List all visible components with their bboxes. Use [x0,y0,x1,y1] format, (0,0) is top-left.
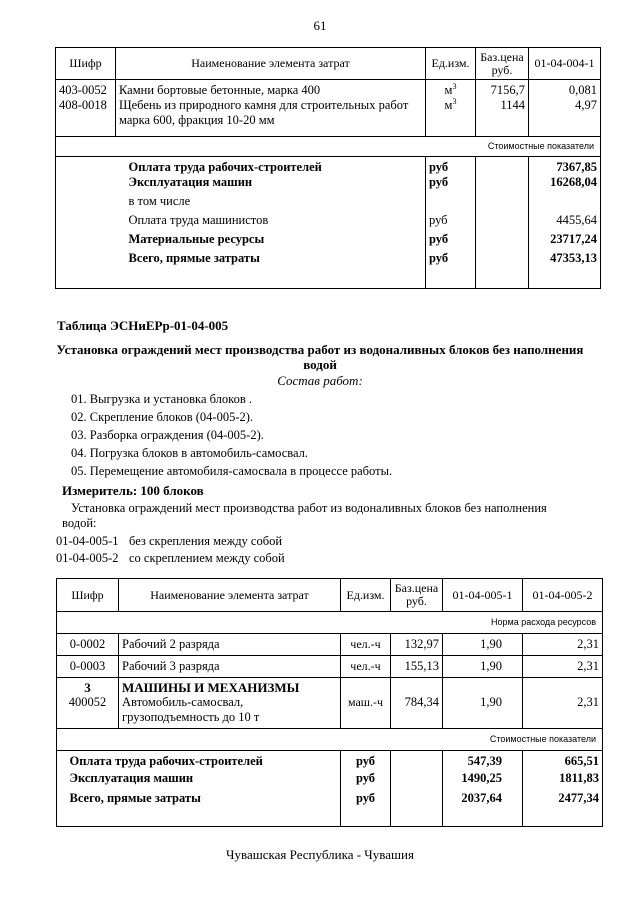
section-label-row [56,136,601,156]
cost-unit: руб [426,232,476,251]
row-unit: чел.-ч [341,634,391,656]
header-column-1: 01-04-005-1 [443,579,523,612]
section-label-row [57,729,603,751]
cost-name: Всего, прямые затраты [128,251,260,265]
header-column-2: 01-04-005-2 [523,579,603,612]
table-row [57,695,603,729]
cost-unit: руб [426,213,476,232]
cost-value-2: 1811,83 [523,771,603,791]
section-label: Стоимостные показатели [56,136,601,156]
header-unit: Ед.изм. [426,48,476,80]
row-value: 4,97 [529,98,601,128]
header-name: Наименование элемента затрат [119,579,341,612]
row-price: 1144 [476,98,529,128]
row-price: 132,97 [391,634,443,656]
row-price: 155,13 [391,656,443,678]
section-row [57,678,603,696]
cost-value: 23717,24 [529,232,601,251]
row-value-1: 1,90 [443,695,523,729]
cost-value-1: 547,39 [443,751,523,771]
cost-name: Всего, прямые затраты [69,790,201,805]
variant-code: 01-04-005-2 [56,551,119,565]
cost-row [56,175,601,194]
cost-row [56,251,601,270]
footer: Чувашская Республика - Чувашия [226,847,414,862]
row-value: 0,081 [529,80,601,99]
row-value-1: 1,90 [443,656,523,678]
row-unit: маш.-ч [341,695,391,729]
row-name: Камни бортовые бетонные, марка 400 [116,80,426,99]
row-price: 784,34 [391,695,443,729]
cost-row [56,213,601,232]
row-unit: $м^3$ [426,80,476,99]
cost-name: Эксплуатация машин [128,175,253,189]
cost-name: Оплата труда рабочих-строителей [128,159,322,174]
description-line-2: водой: [62,516,97,530]
row-code: 400052 [57,695,119,729]
cost-name: Оплата труда машинистов [128,213,269,227]
cost-row [56,156,601,175]
description-line-1: Установка ограждений мест производства работ из водоналивных блоков без наполнения [71,501,547,515]
row-name: Рабочий 2 разряда [119,634,341,656]
table-row [57,656,603,678]
cost-name: в том числе [128,194,191,208]
header-price: Баз.цена руб. [476,48,529,80]
table-row [56,98,601,128]
cost-value: 4455,64 [529,213,601,232]
cost-row [57,751,603,771]
resource-table-2 [56,578,603,827]
header-unit: Ед.изм. [341,579,391,612]
cost-value-1: 2037,64 [443,791,523,811]
variant-code: 01-04-005-1 [56,534,119,548]
row-name: Щебень из природного камня для строительных работ марка 600, фракция 10-20 мм [116,98,426,128]
cost-row [56,194,601,213]
variant-text: без скрепления между собой [129,534,283,548]
norm-label-row [57,612,603,634]
resource-table-1 [55,47,601,289]
heading-line-2: водой [303,357,337,372]
cost-value-2: 2477,34 [523,791,603,811]
section-name: МАШИНЫ И МЕХАНИЗМЫ [119,678,341,696]
cost-name: Оплата труда рабочих-строителей [69,754,263,768]
cost-value: 47353,13 [529,251,601,270]
row-value-1: 1,90 [443,634,523,656]
header-price: Баз.цена руб. [391,579,443,612]
cost-name: Эксплуатация машин [69,770,194,785]
table-header-row [57,579,603,612]
header-code: Шифр [56,48,116,80]
row-price: 7156,7 [476,80,529,99]
row-code: 0-0003 [57,656,119,678]
cost-value-1: 1490,25 [443,771,523,791]
work-item: 05. Перемещение автомобиля-самосвала в процессе работы. [71,464,393,478]
cost-unit: руб [426,175,476,194]
row-unit: $м^3$ [426,98,476,128]
work-item: 01. Выгрузка и установка блоков . [71,392,252,406]
cost-row [56,232,601,251]
row-name: Рабочий 3 разряда [119,656,341,678]
section-code: 3 [57,678,119,696]
cost-unit: руб [426,156,476,175]
row-value-2: 2,31 [523,634,603,656]
heading-line-1: Установка ограждений мест производства работ из водоналивных блоков без наполнения [56,342,584,357]
section-label: Стоимостные показатели [57,729,603,751]
row-code: 408-0018 [56,98,116,128]
cost-value-2: 665,51 [523,751,603,771]
row-value-2: 2,31 [523,656,603,678]
row-name: Автомобиль-самосвал, грузоподъемность до 10 т [119,695,341,729]
table-row [56,80,601,99]
cost-unit: руб [341,771,391,791]
cost-value: 7367,85 [529,156,601,175]
row-value-2: 2,31 [523,695,603,729]
cost-value: 16268,04 [529,175,601,194]
norm-label: Норма расхода ресурсов [57,612,603,634]
table-title: Таблица ЭСНиЕРр-01-04-005 [57,318,229,333]
cost-unit: руб [341,751,391,771]
page-number: 61 [313,18,327,33]
work-item: 04. Погрузка блоков в автомобиль-самосвал. [71,446,309,460]
work-composition-title: Состав работ: [277,373,363,388]
header-column-value: 01-04-004-1 [529,48,601,80]
cost-unit: руб [341,791,391,811]
cost-row [57,771,603,791]
variant-text: со скреплением между собой [129,551,285,565]
table-header-row [56,48,601,80]
cost-name: Материальные ресурсы [128,232,265,246]
cost-row [57,791,603,811]
measure: Измеритель: 100 блоков [62,483,204,498]
row-code: 0-0002 [57,634,119,656]
table-row [57,634,603,656]
row-code: 403-0052 [56,80,116,99]
header-code: Шифр [57,579,119,612]
work-item: 02. Скрепление блоков (04-005-2). [71,410,254,424]
work-item: 03. Разборка ограждения (04-005-2). [71,428,264,442]
cost-unit: руб [426,251,476,270]
row-unit: чел.-ч [341,656,391,678]
header-name: Наименование элемента затрат [116,48,426,80]
